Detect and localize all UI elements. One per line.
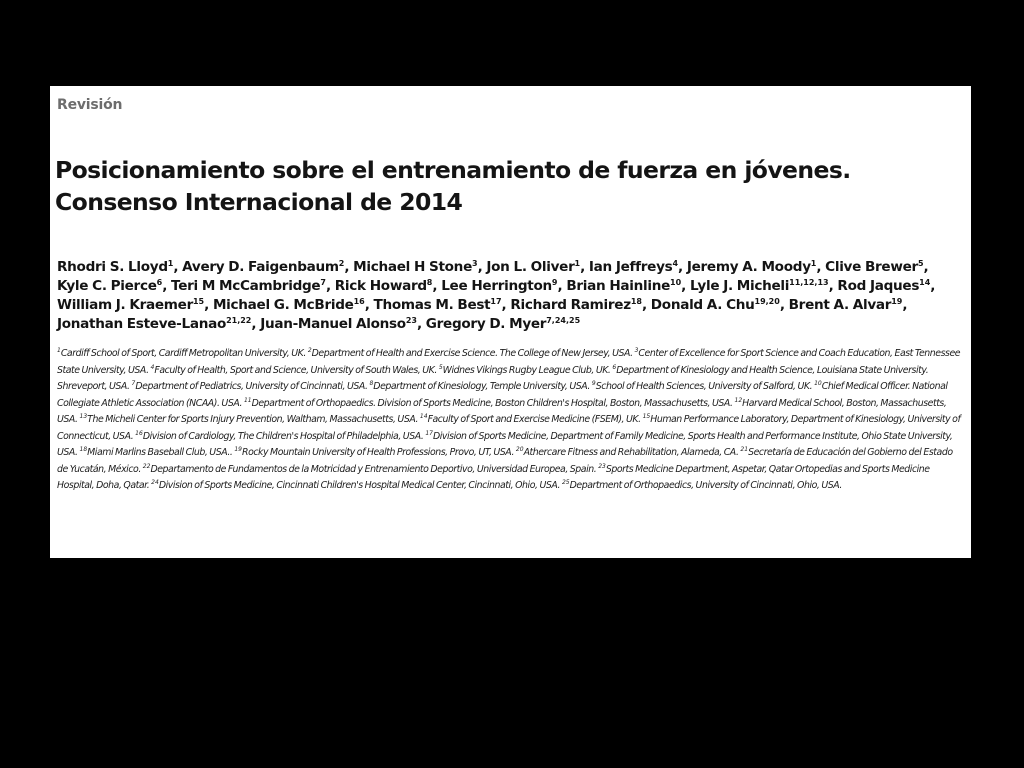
- affiliation-text: Faculty of Sport and Exercise Medicine (FSEM), UK.: [427, 414, 641, 425]
- author-name-text: Ian Jeffreys: [588, 259, 673, 275]
- affiliation-number: 12: [734, 396, 743, 404]
- author-affiliation-ref: 19,20: [754, 297, 780, 306]
- author-name-text: Juan-Manuel Alonso: [260, 316, 406, 332]
- author-name: Lyle J. Micheli$^{11,12,13}$,: [689, 278, 834, 294]
- paper-title-line: Posicionamiento sobre el entrenamiento de fuerza en jóvenes.: [55, 156, 851, 184]
- affiliation-text: School of Health Sciences, University of Salford, UK.: [595, 381, 813, 392]
- author-name: [426, 316, 580, 332]
- affiliation-number: 22: [142, 462, 151, 470]
- affiliation-number: 23: [598, 462, 606, 470]
- affiliation-text: Harvard Medical School, Boston, Massachusetts, USA.: [57, 397, 947, 425]
- author-name: Jonathan Esteve-Lanao$^{21,22}$,: [57, 316, 257, 332]
- author-affiliation-ref: 7,24,25: [546, 316, 581, 325]
- author-affiliation-ref: 15: [192, 297, 205, 306]
- affiliation-text: Center of Excellence for Sport Science and Coach Education, East Tennessee State University, USA.: [57, 348, 961, 376]
- affiliation-text: Department of Kinesiology and Health Science, Louisiana State University. Shreveport, USA.: [57, 364, 929, 392]
- author-affiliation-ref: 9: [551, 278, 558, 287]
- affiliation-text: Human Performance Laboratory, Department of Kinesiology, University of Connecticut, USA.: [57, 414, 961, 442]
- author-name: Jeremy A. Moody$^1$,: [686, 259, 822, 275]
- author-name: Jon L. Oliver$^1$,: [486, 259, 585, 275]
- affiliation-text: Faculty of Health, Sport and Science, University of South Wales, UK.: [154, 364, 437, 376]
- author-name-text: Rick Howard: [334, 278, 427, 294]
- author-name-text: Lee Herrington: [441, 278, 552, 294]
- affiliation-number: 4: [150, 363, 155, 371]
- affiliation-number: 15: [642, 413, 651, 420]
- author-affiliation-ref: 6: [156, 278, 163, 287]
- author-affiliation-ref: 2: [338, 259, 345, 268]
- affiliation-number: 1: [57, 347, 61, 354]
- author-name-text: Rod Jaques: [837, 278, 920, 294]
- affiliation-text: Widnes Vikings Rugby League Club, UK.: [442, 364, 611, 376]
- author-name: Richard Ramirez$^{18}$,: [510, 297, 647, 313]
- author-name: Donald A. Chu$^{19,20}$,: [650, 297, 785, 313]
- author-affiliation-ref: 5: [917, 259, 924, 268]
- affiliation-number: 18: [79, 446, 88, 453]
- author-name-text: Brian Hainline: [566, 278, 671, 294]
- affiliation-number: 3: [634, 347, 639, 354]
- author-name: Brent A. Alvar$^{19}$,: [788, 297, 908, 313]
- affiliation-text: Department of Health and Exercise Science. The College of New Jersey, USA.: [311, 348, 633, 359]
- author-name: Rick Howard$^8$,: [334, 278, 438, 294]
- author-name-text: Kyle C. Pierce: [57, 278, 157, 294]
- affiliation-text: Cardiff School of Sport, Cardiff Metropolitan University, UK.: [60, 348, 306, 359]
- author-name-text: Donald A. Chu: [650, 297, 755, 313]
- affiliation-text: Miami Marlins Baseball Club, USA..: [87, 447, 233, 458]
- affiliation-number: 10: [814, 380, 822, 387]
- affiliation-text: Division of Sports Medicine, Department of Family Medicine, Sports Health and Performance Institute, Ohio State University, USA.: [57, 430, 953, 458]
- affiliation-number: 14: [419, 413, 428, 420]
- affiliation-text: Department of Kinesiology, Temple University, USA.: [373, 381, 590, 392]
- author-name-text: Clive Brewer: [825, 259, 918, 275]
- author-name-text: Brent A. Alvar: [788, 297, 892, 313]
- affiliation-list: [57, 346, 965, 495]
- author-affiliation-ref: 21,22: [226, 316, 252, 325]
- author-name: Rhodri S. Lloyd$^1$,: [57, 259, 179, 275]
- affiliation-text: Chief Medical Officer. National Collegiate Athletic Association (NCAA). USA.: [57, 381, 948, 409]
- author-name: Avery D. Faigenbaum$^2$,: [182, 259, 350, 275]
- affiliation-number: 24: [151, 479, 159, 486]
- affiliation-text: Athercare Fitness and Rehabilitation, Alameda, CA.: [523, 447, 739, 458]
- author-name: Thomas M. Best$^{17}$,: [373, 297, 507, 313]
- affiliation-text: Rocky Mountain University of Health Professions, Provo, UT, USA.: [242, 447, 514, 458]
- author-name-text: Jonathan Esteve-Lanao: [57, 316, 227, 332]
- paper-title: [55, 154, 955, 218]
- affiliation-number: 17: [425, 429, 433, 437]
- author-name: Brian Hainline$^{10}$,: [566, 278, 687, 294]
- author-name: Michael H Stone$^3$,: [353, 259, 483, 275]
- affiliation-number: 2: [307, 347, 312, 354]
- author-affiliation-ref: 14: [919, 278, 931, 287]
- affiliation-number: 21: [740, 446, 749, 453]
- paper-title-line: Consenso Internacional de 2014: [55, 188, 463, 216]
- section-label: Revisión: [57, 97, 123, 113]
- author-affiliation-ref: 16: [353, 297, 365, 306]
- author-name-text: Jeremy A. Moody: [686, 259, 811, 275]
- author-name-text: Thomas M. Best: [373, 297, 491, 313]
- author-affiliation-ref: 10: [670, 278, 682, 287]
- affiliation-number: 13: [79, 413, 88, 420]
- author-name-text: Gregory D. Myer: [425, 316, 547, 332]
- affiliation-text: Department of Pediatrics, University of Cincinnati, USA.: [135, 381, 368, 392]
- author-affiliation-ref: 11,12,13: [789, 278, 829, 287]
- author-list: [57, 258, 962, 334]
- affiliation-number: 19: [234, 446, 242, 453]
- author-name-text: Lyle J. Micheli: [689, 278, 790, 294]
- affiliation-text: Secretaría de Educación del Gobierno del Estado de Yucatán, México.: [57, 447, 953, 475]
- author-affiliation-ref: 18: [630, 297, 642, 306]
- author-name-text: Teri M McCambridge: [171, 278, 321, 294]
- affiliation-text: Department of Orthopaedics, University of Cincinnati, Ohio, USA.: [569, 480, 842, 491]
- author-name: Juan-Manuel Alonso$^{23}$,: [260, 316, 422, 332]
- author-affiliation-ref: 4: [672, 259, 679, 268]
- author-name: Michael G. McBride$^{16}$,: [212, 297, 370, 313]
- affiliation-number: 8: [369, 380, 374, 387]
- paper-header-card: [50, 86, 971, 558]
- affiliation-number: 11: [243, 396, 252, 404]
- author-name-text: Richard Ramirez: [510, 297, 631, 313]
- author-affiliation-ref: 1: [810, 259, 817, 268]
- author-affiliation-ref: 23: [405, 316, 417, 325]
- affiliation-number: 16: [135, 429, 143, 437]
- author-name-text: Michael G. McBride: [212, 297, 354, 313]
- author-name: Lee Herrington$^9$,: [441, 278, 563, 294]
- author-name-text: Jon L. Oliver: [486, 259, 575, 275]
- author-affiliation-ref: 1: [574, 259, 581, 268]
- author-name: Kyle C. Pierce$^6$,: [57, 278, 168, 294]
- affiliation-number: 9: [591, 380, 596, 387]
- author-name-text: Michael H Stone: [353, 259, 472, 275]
- affiliation-text: Division of Cardiology, The Children's Hospital of Philadelphia, USA.: [142, 430, 424, 442]
- author-affiliation-ref: 8: [426, 278, 433, 287]
- author-name: Ian Jeffreys$^4$,: [588, 259, 683, 275]
- author-name-text: Rhodri S. Lloyd: [57, 259, 168, 275]
- affiliation-text: The Micheli Center for Sports Injury Prevention, Waltham, Massachusetts, USA.: [87, 414, 418, 425]
- affiliation-text: Division of Sports Medicine, Cincinnati Children's Hospital Medical Center, Cincinnati, Ohio, USA.: [158, 480, 561, 491]
- affiliation-number: 6: [612, 363, 617, 371]
- affiliation-number: 7: [131, 380, 136, 387]
- author-affiliation-ref: 3: [471, 259, 478, 268]
- author-name-text: William J. Kraemer: [57, 297, 193, 313]
- author-name-text: Avery D. Faigenbaum: [182, 259, 339, 275]
- affiliation-text: Departamento de Fundamentos de la Motricidad y Entrenamiento Deportivo, Universidad Europea, Spain.: [150, 463, 597, 475]
- author-affiliation-ref: 7: [320, 278, 326, 287]
- author-affiliation-ref: 19: [891, 297, 903, 306]
- affiliation-text: Sports Medicine Department, Aspetar, Qatar Ortopedias and Sports Medicine Hospital, Doha, Qatar.: [57, 463, 930, 491]
- author-name: Rod Jaques$^{14}$,: [837, 278, 936, 294]
- author-affiliation-ref: 17: [490, 297, 502, 306]
- author-name: William J. Kraemer$^{15}$,: [57, 297, 209, 313]
- author-name: Teri M McCambridge$^7$,: [171, 278, 331, 294]
- affiliation-number: 25: [561, 479, 570, 486]
- affiliation-number: 20: [515, 446, 524, 453]
- author-name: Clive Brewer$^5$,: [825, 259, 929, 275]
- affiliation-text: Department of Orthopaedics. Division of Sports Medicine, Boston Children's Hospital, Boston, Massachusetts, USA.: [251, 397, 733, 409]
- affiliation-number: 5: [438, 363, 443, 371]
- author-affiliation-ref: 1: [167, 259, 174, 268]
